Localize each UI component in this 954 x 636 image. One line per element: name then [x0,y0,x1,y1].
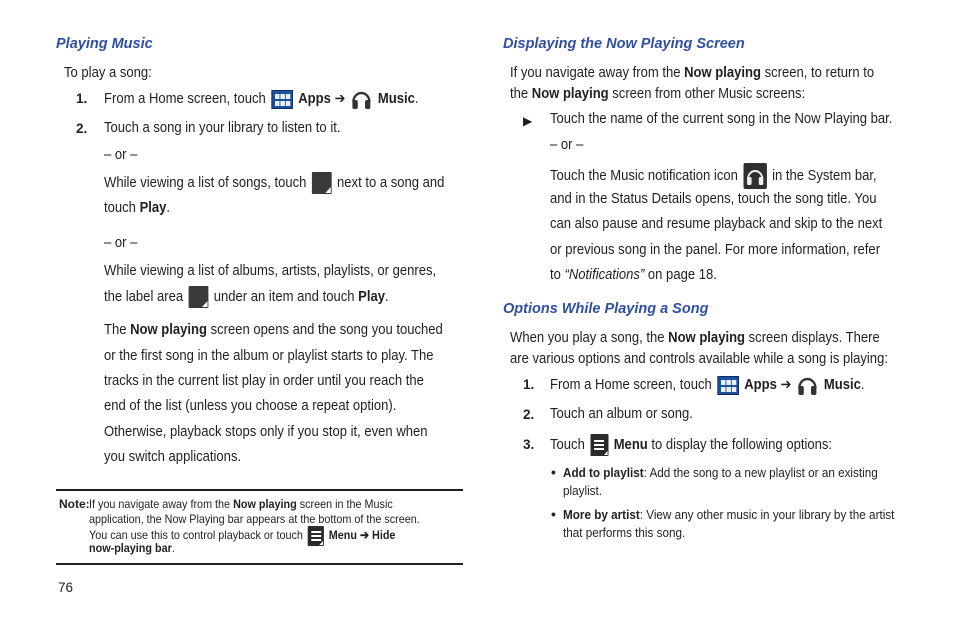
menu-label: Menu [613,436,648,453]
right-p1-line2 [510,84,805,104]
step-text: Touch [550,436,585,453]
para-now-playing-line6: you switch applications. [104,449,242,465]
text: the label area [104,288,184,305]
or-separator: – or – [550,137,584,153]
now-playing-bar-label: now-playing bar [89,541,172,555]
text: under an item and touch [213,288,355,305]
step-number: 2. [523,407,535,422]
text: When you play a song, the [510,330,665,346]
apps-icon [271,90,293,109]
music-label: Music [377,90,415,107]
now-playing-label: Now playing [684,65,761,81]
option-more-by-artist-line1 [563,507,894,523]
apps-label: Apps [744,376,777,393]
option-add-to-playlist-line1 [563,465,878,481]
notifications-reference-link[interactable]: “Notifications” [564,267,645,283]
more-by-artist-label: More by artist [563,507,640,522]
note-top-rule [56,489,463,491]
headphones-icon [351,88,373,110]
step-number: 3. [523,437,535,452]
right-step-3-line [550,434,832,456]
apps-label: Apps [298,90,331,107]
now-playing-label: Now playing [233,497,297,511]
text: While viewing a list of songs, touch [104,174,307,191]
note-label: Note: [59,497,90,511]
music-notification-icon [743,163,766,189]
text: on page 18. [647,267,717,283]
option-add-to-playlist-line2: playlist. [563,483,603,498]
text: : Add the song to a new playlist or an existing [643,465,878,480]
right-p1-line1 [510,63,874,83]
text: If you navigate away from the [89,497,231,511]
apps-icon [717,376,739,395]
right-step-2-line: Touch an album or song. [550,406,693,422]
note-bottom-rule [56,563,463,565]
right-p2-line1 [550,163,877,189]
intro-text: To play a song: [64,65,152,81]
right-p2-line3: can also pause and resume playback and skip to the next [550,216,883,232]
step-number: 1. [76,91,88,106]
right-p2-line4: or previous song in the panel. For more information, refer [550,242,881,258]
play-label: Play [358,288,385,305]
period: . [414,90,419,107]
heading-playing-music: Playing Music [56,36,153,52]
text: to [550,267,561,283]
right-step-1-line [550,374,864,396]
text: the [510,86,529,102]
bullet-dot: • [551,464,556,480]
heading-displaying-now-playing: Displaying the Now Playing Screen [503,36,745,52]
text: in the System bar, [772,167,877,184]
now-playing-label: Now playing [668,330,746,346]
text: : View any other music in your library by the artist [639,507,895,522]
bullet-triangle: ▶ [523,114,533,128]
or-separator: – or – [104,147,138,163]
heading-options-while-playing: Options While Playing a Song [503,301,709,317]
headphones-icon [797,374,819,396]
text: screen, to return to [764,65,875,81]
right-p3-line2: are various options and controls available while a song is playing: [510,351,888,367]
label-area-icon [189,286,209,308]
step-text: From a Home screen, touch [550,376,712,393]
menu-label: Menu [328,528,357,543]
arrow-glyph: ➔ [334,90,346,107]
step-2-line: Touch a song in your library to listen to it. [104,120,341,136]
para-now-playing-line4: end of the list (unless you choose a repeat option). [104,398,397,414]
period: . [860,376,865,393]
now-playing-label: Now playing [531,86,609,102]
menu-icon [590,434,608,456]
text: The [104,322,127,338]
right-bullet-line: Touch the name of the current song in the Now Playing bar. [550,111,893,127]
para-songs-line2 [104,198,170,218]
note-line4 [89,541,175,556]
hide-label: Hide [372,528,396,543]
text: to display the following options: [651,436,833,453]
step-1-line [104,88,418,110]
text: Touch the Music notification icon [550,167,738,184]
para-now-playing-line5: Otherwise, playback stops only if you stop it, even when [104,424,428,440]
text: screen from other Music screens: [612,86,806,102]
text: next to a song and [337,174,445,191]
step-number: 2. [76,121,88,136]
para-albums-line1: While viewing a list of albums, artists, playlists, or genres, [104,263,437,279]
page-number: 76 [58,580,74,595]
period: . [166,200,171,216]
label-area-icon [312,172,332,194]
now-playing-label: Now playing [130,322,207,338]
music-label: Music [823,376,861,393]
text: screen displays. There [748,330,880,346]
step-text: From a Home screen, touch [104,90,266,107]
text: screen opens and the song you touched [210,322,443,338]
menu-icon [308,526,324,546]
right-p2-line2: and in the Status Details opens, touch the song title. You [550,191,877,207]
para-now-playing-line1 [104,320,443,340]
right-p3-line1 [510,328,880,348]
para-albums-line2 [104,286,389,308]
bullet-dot: • [551,506,556,522]
note-line1 [89,497,393,512]
para-now-playing-line3: tracks in the current list play in order until you reach the [104,373,424,389]
para-songs-line1 [104,172,444,194]
add-to-playlist-label: Add to playlist [563,465,644,480]
text: touch [104,200,136,216]
or-separator: – or – [104,235,138,251]
right-p2-line5 [550,265,717,285]
note-line2: application, the Now Playing bar appears at the bottom of the screen. [89,512,420,526]
text: screen in the Music [299,497,393,511]
play-label: Play [139,200,167,216]
text: If you navigate away from the [510,65,681,81]
para-now-playing-line2: or the first song in the album or playlist starts to play. The [104,348,434,364]
arrow-glyph: ➔ [359,528,370,543]
step-number: 1. [523,377,535,392]
text: You can use this to control playback or touch [89,528,303,543]
arrow-glyph: ➔ [780,376,792,393]
period: . [171,541,175,555]
period: . [384,288,389,305]
option-more-by-artist-line2: that performs this song. [563,525,686,540]
